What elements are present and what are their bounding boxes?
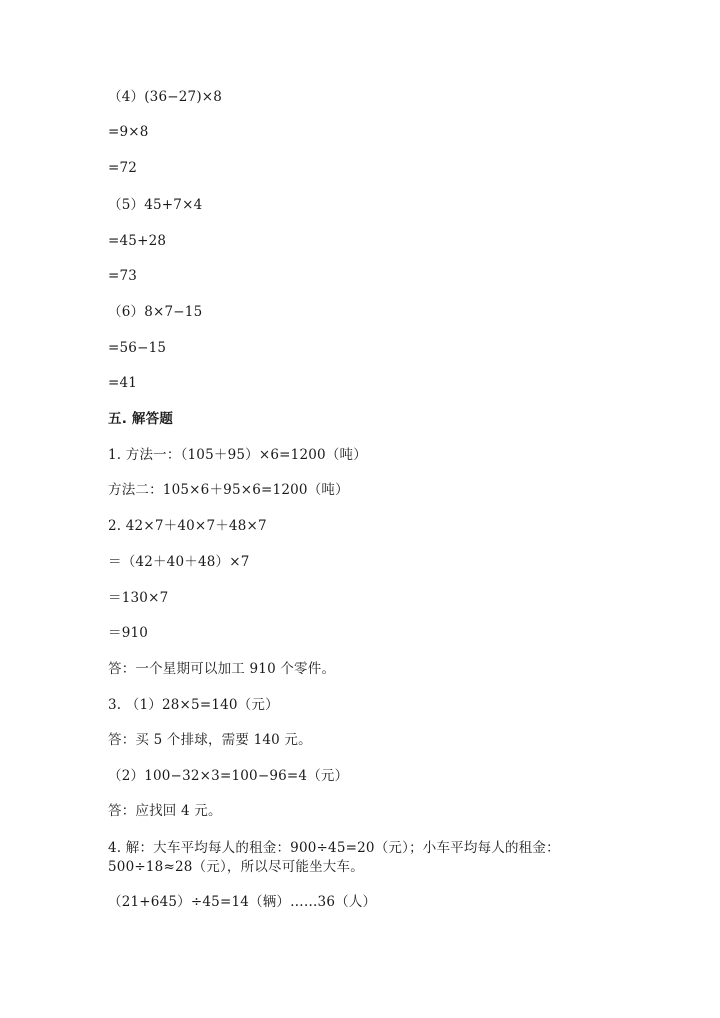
q4-line-1: 4. 解：大车平均每人的租金：900÷45=20（元）；小车平均每人的租金： [108, 840, 560, 856]
step-6-line-2: =56−15 [108, 340, 167, 356]
q2-answer: 答：一个星期可以加工 910 个零件。 [108, 661, 336, 677]
step-4-expression: （4）(36−27)×8 [108, 89, 223, 105]
step-5-result: =73 [108, 268, 138, 284]
q3-answer-1: 答：买 5 个排球，需要 140 元。 [108, 732, 312, 748]
section-heading: 五. 解答题 [108, 411, 174, 427]
q2-expression: 2. 42×7＋40×7＋48×7 [108, 518, 267, 534]
step-5-line-2: =45+28 [108, 233, 167, 249]
q2-line-3: ＝130×7 [108, 590, 169, 606]
q1-method-2: 方法二：105×6＋95×6=1200（吨） [108, 482, 349, 498]
q1-method-1: 1. 方法一：（105＋95）×6=1200（吨） [108, 447, 367, 463]
q3-answer-2: 答：应找回 4 元。 [108, 803, 222, 819]
step-6-result: =41 [108, 375, 138, 391]
step-5-expression: （5）45+7×4 [108, 197, 203, 213]
q2-result: ＝910 [108, 625, 149, 641]
q2-line-2: ＝（42＋40＋48）×7 [108, 554, 250, 570]
q4-line-2: 500÷18≈28（元），所以尽可能坐大车。 [108, 859, 364, 875]
step-4-line-2: =9×8 [108, 124, 149, 140]
q3-part-2: （2）100−32×3=100−96=4（元） [108, 768, 349, 784]
q4-line-3: （21+645）÷45=14（辆）……36（人） [108, 894, 377, 910]
step-4-result: =72 [108, 160, 138, 176]
q3-part-1: 3. （1）28×5=140（元） [108, 697, 279, 713]
step-6-expression: （6）8×7−15 [108, 304, 203, 320]
